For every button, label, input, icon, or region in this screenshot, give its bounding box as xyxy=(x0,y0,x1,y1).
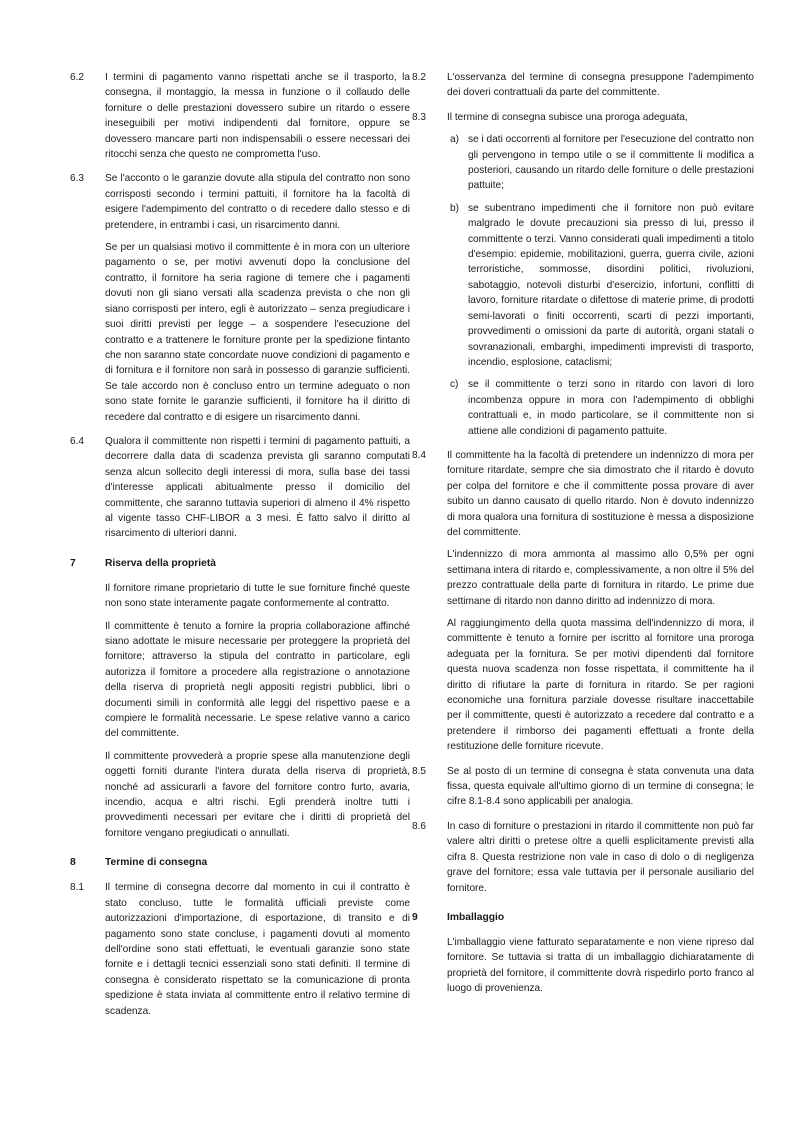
clause-text: Qualora il committente non rispetti i termini di pagamento pattuiti, a decorrere dalla data di scadenza prevista gli saranno computati senza alcun sollecito degli interessi di mora, sulla base dei tassi d'interesse applicati abitualmente presso il domicilio del committente, che saranno tuttavia superiori di almeno il 4% rispetto al vigente tasso CHF-LIBOR a 3 mesi. È fatto salvo il diritto al risarcimento di ulteriori danni. xyxy=(105,435,410,540)
condition-list xyxy=(447,132,754,439)
section-number: 9 xyxy=(412,911,418,923)
clause-8-1 xyxy=(70,880,410,1019)
clause-9 xyxy=(412,935,754,997)
clause-text: Il fornitore rimane proprietario di tutte le sue forniture finché queste non sono state interamente pagate conformemente al contratto. xyxy=(105,582,410,610)
clause-text: Se l'acconto o le garanzie dovute alla stipula del contratto non sono corrisposti secondo i termini pattuiti, il fornitore ha la facoltà di esigere l'adempimento del contratto o di recedere dallo stesso e di pretendere, in entrambi i casi, un risarcimento danni. xyxy=(105,173,410,231)
section-number: 7 xyxy=(70,557,76,569)
clause-number: 6.3 xyxy=(70,173,85,185)
list-marker: a) xyxy=(450,134,459,146)
clause-8-5 xyxy=(412,764,754,810)
list-item-text: se subentrano impedimenti che il fornitore non può evitare malgrado le dovute precauzioni sia presso di lui, presso il committente o terzi. Vanno considerati quali impedimenti a titolo d'esempio: epidemie, mobilitazioni, guerra, guerra civile, azioni terroristiche, sommosse, disordini politici, rivoluzioni, sabotaggio, notevoli disturbi d'esercizio, infortuni, conflitti di lavoro, forniture ritardate o difettose di materie prime, di prodotti semi-lavorati o finiti occorrenti, scarti di pezzi importanti, provvedimenti o omissioni da parte di autorità, organi statali o sovranazionali, embarghi, impedimenti imprevisti di trasporto, incendio, esplosione, cataclismi; xyxy=(468,202,754,368)
section-title: Riserva della proprietà xyxy=(105,557,217,569)
clause-6-4 xyxy=(70,434,410,542)
section-heading-8 xyxy=(70,855,410,870)
clause-number: 8.2 xyxy=(412,72,427,83)
list-item xyxy=(447,377,754,439)
list-item xyxy=(447,201,754,370)
section-title: Termine di consegna xyxy=(105,857,208,869)
clause-text: Se al posto di un termine di consegna è stata convenuta una data fissa, questa equivale all'ultimo giorno di un termine di consegna; le cifre 8.1-8.4 sono applicabili per analogia. xyxy=(447,765,754,808)
clause-number: 8.5 xyxy=(412,765,427,777)
clause-7 xyxy=(70,581,410,842)
section-number: 8 xyxy=(70,857,76,869)
section-heading-7 xyxy=(70,556,410,571)
left-column xyxy=(70,70,410,1028)
clause-text: Al raggiungimento della quota massima dell'indennizzo di mora, il committente è tenuto a fornire per iscritto al fornitore una proroga adeguata per la fornitura. Se per motivi dipendenti dal fornitore questa nuova scadenza non fosse rispettata, il committente ha il diritto di rifiutare la parte di fornitura in ritardo. Se per ragioni economiche una fornitura parziale dovesse risultare inaccettabile per il committente, questi è autorizzato a recedere dal contratto e a pretendere il rimborso dei pagamenti effettuati a fronte della restituzione delle forniture ricevute. xyxy=(447,618,754,753)
clause-text: In caso di forniture o prestazioni in ritardo il committente non può far valere altri diritti o pretese oltre a quelli esplicitamente previsti alla cifra 8. Questa restrizione non vale in caso di dolo o di negligenza grave del fornitore; essa vale tuttavia per il personale ausiliario del fornitore. xyxy=(447,820,754,894)
clause-6-2 xyxy=(70,70,410,162)
clause-text: I termini di pagamento vanno rispettati anche se il trasporto, la consegna, il montaggio, la messa in funzione o il collaudo delle forniture o delle prestazioni dovessero subire un ritardo o essere ineseguibili per motivi indipendenti dal fornitore, oppure se dovessero mancare parti non indispensabili o essere necessari dei ritocchi senza che questo ne comprometta l'uso. xyxy=(105,72,410,161)
clause-number: 6.2 xyxy=(70,72,85,83)
section-heading-9 xyxy=(412,910,754,925)
clause-8-4 xyxy=(412,448,754,755)
clause-text: Il committente è tenuto a fornire la propria collaborazione affinché siano adottate le misure necessarie per proteggere la proprietà del fornitore; attraverso la stipula del contratto in particolare, egli autorizza il fornitore a procedere alla registrazione o annotazione della riserva di proprietà negli appositi registri pubblici, libri o documenti simili in conformità alle leggi del rispettivo paese e a compiere le formalità necessarie. Le spese relative vanno a carico del committente. xyxy=(105,620,410,740)
list-item-text: se il committente o terzi sono in ritardo con lavori di loro incombenza oppure in mora con l'adempimento di obblighi contrattuali e, in modo particolare, se il committente non si attiene alle condizioni di pagamento pattuite. xyxy=(468,379,754,437)
clause-8-6 xyxy=(412,819,754,896)
clause-number: 8.3 xyxy=(412,111,427,123)
clause-8-3 xyxy=(412,110,754,439)
section-title: Imballaggio xyxy=(447,911,505,923)
clause-text: L'osservanza del termine di consegna presuppone l'adempimento dei doveri contrattuali da parte del committente. xyxy=(447,72,754,99)
list-marker: b) xyxy=(450,202,459,214)
clause-text: Il committente provvederà a proprie spese alla manutenzione degli oggetti forniti durante l'intera durata della riserva di proprietà, nonché ad assicurarli a favore del fornitore contro furto, avaria, incendio, acqua e altri rischi. Egli prenderà inoltre tutti i provvedimenti necessari per evitare che i diritti di proprietà del fornitore vengano pregiudicati o annullati. xyxy=(105,750,410,839)
clause-number: 6.4 xyxy=(70,435,85,447)
clause-6-3 xyxy=(70,171,410,425)
right-column xyxy=(412,70,754,1006)
clause-number: 8.4 xyxy=(412,449,427,461)
list-marker: c) xyxy=(450,379,459,391)
clause-text: L'imballaggio viene fatturato separatamente e non viene ripreso dal fornitore. Se tuttavia si tratta di un imballaggio dichiaratamente di proprietà del fornitore, il committente dovrà rispedirlo porto franco al luogo di provenienza. xyxy=(447,936,754,995)
list-item-text: se i dati occorrenti al fornitore per l'esecuzione del contratto non gli pervengono in tempo utile o se il committente li modifica a posteriori, causando un ritardo delle forniture o delle prestazioni pattuite; xyxy=(468,134,754,192)
clause-text: Se per un qualsiasi motivo il committente è in mora con un ulteriore pagamento o se, per motivi avvenuti dopo la conclusione del contratto, il fornitore ha seria ragione di temere che i pagamenti dovuti non gli siano versati alla scadenza prevista o che non gli siano corrisposti per intero, egli è autorizzato – senza pregiudicare i suoi diritti previsti per legge – a sospendere l'esecuzione del contratto e a trattenere le forniture pronte per la spedizione fintanto che non saranno state concordate nuove condizioni di pagamento e di fornitura e il fornitore non sarà in possesso di garanzie sufficienti. Se tale accordo non è concluso entro un termine adeguato o non sono state fornite le garanzie sufficienti, il fornitore ha il diritto di recedere dal contratto e di esigere un risarcimento danni. xyxy=(105,242,410,423)
clause-text: Il termine di consegna subisce una proroga adeguata, xyxy=(447,111,688,123)
clause-text: L'indennizzo di mora ammonta al massimo allo 0,5% per ogni settimana intera di ritardo e, complessivamente, a non oltre il 5% del prezzo contrattuale della parte di fornitura in ritardo. Le prime due settimane di ritardo non danno diritto ad indennizzo di mora. xyxy=(447,549,754,607)
list-item xyxy=(447,132,754,194)
clause-text: Il termine di consegna decorre dal momento in cui il contratto è stato concluso, tutte le formalità ufficiali previste come autorizzazioni d'importazione, di esportazione, di transito e di pagamento sono state concluse, i pagamenti dovuti al momento dell'ordine sono stati effettuati, le eventuali garanzie sono state fornite e i dettagli tecnici essenziali sono stati definiti. Il termine di consegna è considerato rispettato se la comunicazione di pronta spedizione è stata inviata al committente entro il relativo termine di scadenza. xyxy=(105,882,410,1017)
clause-text: Il committente ha la facoltà di pretendere un indennizzo di mora per forniture ritardate, sempre che sia dimostrato che il ritardo è dovuto per colpa del fornitore e che il committente possa provare di aver subito un danno causato di quello ritardo. Non è dovuto indennizzo di mora qualora una fornitura di sostituzione è messa a disposizione del committente. xyxy=(447,449,754,538)
clause-8-2 xyxy=(412,70,754,101)
clause-number: 8.1 xyxy=(70,882,85,894)
clause-number: 8.6 xyxy=(412,820,427,832)
